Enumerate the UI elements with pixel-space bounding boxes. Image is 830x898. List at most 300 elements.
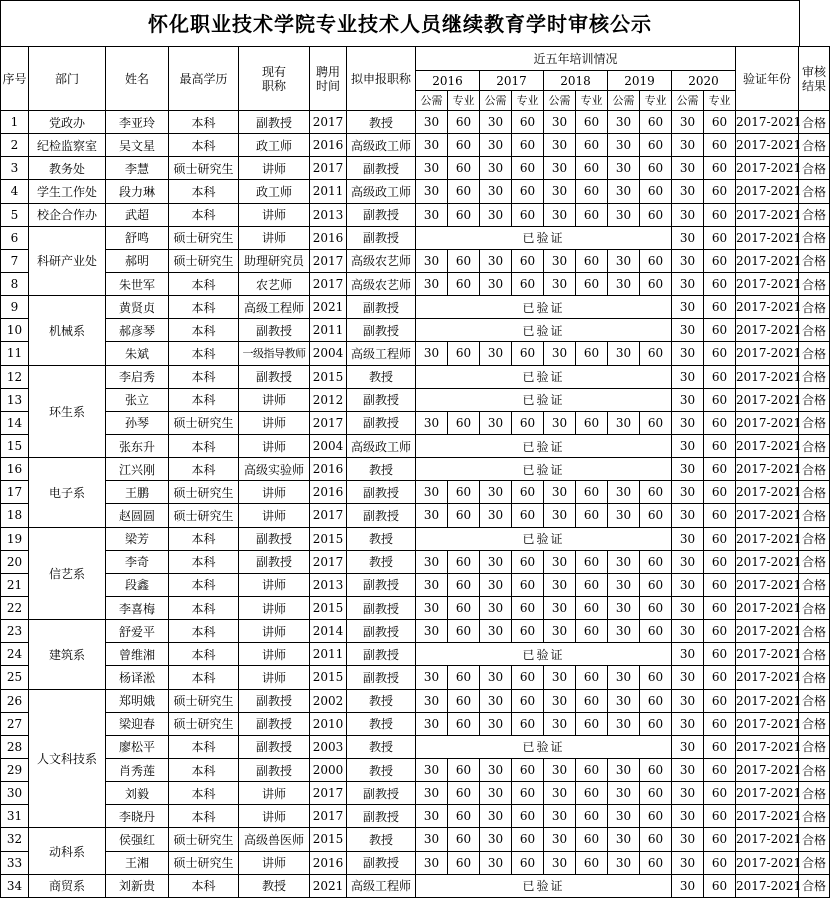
row-result: 合格 — [799, 550, 830, 573]
row-current-title: 一级指导教师 — [239, 342, 310, 365]
row-name: 杨译淞 — [106, 666, 169, 689]
row-2020-public: 30 — [672, 226, 704, 249]
row-verify-years: 2017-2021 — [736, 434, 799, 457]
row-hours-public: 30 — [544, 342, 576, 365]
row-seq: 18 — [1, 504, 29, 527]
row-current-title: 政工师 — [239, 180, 310, 203]
header-public: 公需 — [544, 91, 576, 111]
row-name: 段力琳 — [106, 180, 169, 203]
row-seq: 33 — [1, 851, 29, 874]
row-name: 李慧 — [106, 157, 169, 180]
row-seq: 30 — [1, 782, 29, 805]
row-hours-major: 60 — [704, 758, 736, 781]
row-hours-public: 30 — [480, 481, 512, 504]
row-hours-public: 30 — [416, 203, 448, 226]
row-hours-public: 30 — [544, 689, 576, 712]
table-row — [1, 620, 830, 643]
row-hire-time: 2015 — [310, 365, 347, 388]
row-2020-public: 30 — [672, 388, 704, 411]
row-hours-major: 60 — [640, 620, 672, 643]
table-row — [1, 319, 830, 342]
row-hours-public: 30 — [544, 134, 576, 157]
row-hours-major: 60 — [576, 203, 608, 226]
row-hours-public: 30 — [544, 111, 576, 134]
row-hours-major: 60 — [576, 805, 608, 828]
row-2020-public: 30 — [672, 527, 704, 550]
row-hours-major: 60 — [576, 666, 608, 689]
row-name: 舒鸣 — [106, 226, 169, 249]
row-hours-public: 30 — [544, 666, 576, 689]
row-hours-major: 60 — [704, 712, 736, 735]
row-hours-major: 60 — [448, 111, 480, 134]
row-hours-major: 60 — [640, 272, 672, 295]
row-hours-public: 30 — [480, 573, 512, 596]
row-hours-major: 60 — [704, 180, 736, 203]
row-hire-time: 2017 — [310, 504, 347, 527]
row-result: 合格 — [799, 596, 830, 619]
table-row — [1, 134, 830, 157]
row-hours-major: 60 — [704, 782, 736, 805]
row-hours-public: 30 — [608, 134, 640, 157]
table-row — [1, 434, 830, 457]
row-seq: 10 — [1, 319, 29, 342]
row-hours-public: 30 — [480, 504, 512, 527]
row-hours-public: 30 — [480, 805, 512, 828]
row-apply-title: 教授 — [347, 111, 416, 134]
row-hours-major: 60 — [448, 411, 480, 434]
row-hours-public: 30 — [480, 203, 512, 226]
table-row — [1, 296, 830, 319]
row-education: 本科 — [169, 296, 239, 319]
row-hours-major: 60 — [576, 134, 608, 157]
row-hours-major: 60 — [704, 851, 736, 874]
row-apply-title: 副教授 — [347, 782, 416, 805]
header-year: 2017 — [480, 71, 544, 91]
row-hours-major: 60 — [512, 782, 544, 805]
row-apply-title: 教授 — [347, 458, 416, 481]
row-verify-years: 2017-2021 — [736, 596, 799, 619]
row-verified: 已验证 — [416, 365, 672, 388]
row-result: 合格 — [799, 504, 830, 527]
row-hours-public: 30 — [544, 272, 576, 295]
row-education: 硕士研究生 — [169, 411, 239, 434]
row-seq: 12 — [1, 365, 29, 388]
row-hours-major: 60 — [640, 111, 672, 134]
row-hours-major: 60 — [576, 573, 608, 596]
row-verify-years: 2017-2021 — [736, 388, 799, 411]
row-education: 本科 — [169, 365, 239, 388]
row-result: 合格 — [799, 689, 830, 712]
row-hours-public: 30 — [608, 111, 640, 134]
row-name: 吴文星 — [106, 134, 169, 157]
row-2020-public: 30 — [672, 296, 704, 319]
row-hours-major: 60 — [448, 758, 480, 781]
row-seq: 15 — [1, 434, 29, 457]
row-2020-public: 30 — [672, 735, 704, 758]
row-apply-title: 副教授 — [347, 481, 416, 504]
row-hire-time: 2017 — [310, 157, 347, 180]
row-result: 合格 — [799, 388, 830, 411]
row-result: 合格 — [799, 296, 830, 319]
header-public: 公需 — [608, 91, 640, 111]
row-2020-major: 60 — [704, 527, 736, 550]
header-verify-years: 验证年份 — [736, 47, 799, 111]
row-name: 刘毅 — [106, 782, 169, 805]
row-verify-years: 2017-2021 — [736, 319, 799, 342]
row-apply-title: 教授 — [347, 758, 416, 781]
row-hours-major: 60 — [640, 481, 672, 504]
table-row — [1, 782, 830, 805]
row-hours-public: 30 — [672, 180, 704, 203]
row-hire-time: 2016 — [310, 226, 347, 249]
row-education: 硕士研究生 — [169, 226, 239, 249]
row-2020-public: 30 — [672, 319, 704, 342]
row-verify-years: 2017-2021 — [736, 481, 799, 504]
row-hours-public: 30 — [608, 504, 640, 527]
row-result: 合格 — [799, 458, 830, 481]
row-name: 李晓丹 — [106, 805, 169, 828]
row-hours-public: 30 — [672, 596, 704, 619]
row-hours-public: 30 — [416, 111, 448, 134]
row-hours-major: 60 — [512, 342, 544, 365]
row-hours-major: 60 — [576, 620, 608, 643]
row-2020-major: 60 — [704, 458, 736, 481]
row-education: 本科 — [169, 111, 239, 134]
row-result: 合格 — [799, 434, 830, 457]
row-hours-major: 60 — [704, 504, 736, 527]
row-apply-title: 教授 — [347, 365, 416, 388]
row-hours-major: 60 — [704, 481, 736, 504]
header-year: 2018 — [544, 71, 608, 91]
row-hours-public: 30 — [416, 620, 448, 643]
row-education: 本科 — [169, 735, 239, 758]
row-dept: 科研产业处 — [29, 226, 106, 295]
row-apply-title: 副教授 — [347, 666, 416, 689]
row-hours-public: 30 — [416, 157, 448, 180]
row-name: 李亚玲 — [106, 111, 169, 134]
row-result: 合格 — [799, 620, 830, 643]
row-name: 曾维湘 — [106, 643, 169, 666]
row-hours-major: 60 — [640, 342, 672, 365]
table-row — [1, 527, 830, 550]
row-hours-public: 30 — [672, 504, 704, 527]
row-seq: 25 — [1, 666, 29, 689]
table-row — [1, 689, 830, 712]
table-row — [1, 573, 830, 596]
row-seq: 31 — [1, 805, 29, 828]
row-current-title: 讲师 — [239, 851, 310, 874]
row-hours-public: 30 — [480, 342, 512, 365]
row-seq: 20 — [1, 550, 29, 573]
row-dept: 建筑系 — [29, 620, 106, 689]
row-result: 合格 — [799, 735, 830, 758]
row-result: 合格 — [799, 481, 830, 504]
table-row — [1, 481, 830, 504]
row-hours-public: 30 — [416, 758, 448, 781]
row-dept: 人文科技系 — [29, 689, 106, 828]
row-hours-major: 60 — [704, 203, 736, 226]
row-apply-title: 高级政工师 — [347, 180, 416, 203]
row-verified: 已验证 — [416, 319, 672, 342]
header-result: 审核 结果 — [799, 47, 830, 111]
row-hours-public: 30 — [544, 851, 576, 874]
row-hours-major: 60 — [640, 504, 672, 527]
row-hire-time: 2021 — [310, 296, 347, 319]
row-result: 合格 — [799, 226, 830, 249]
row-education: 硕士研究生 — [169, 157, 239, 180]
row-current-title: 讲师 — [239, 203, 310, 226]
row-education: 本科 — [169, 272, 239, 295]
row-apply-title: 高级政工师 — [347, 434, 416, 457]
row-apply-title: 教授 — [347, 712, 416, 735]
row-verified: 已验证 — [416, 735, 672, 758]
row-hours-major: 60 — [512, 180, 544, 203]
row-2020-public: 30 — [672, 434, 704, 457]
row-current-title: 讲师 — [239, 782, 310, 805]
row-verify-years: 2017-2021 — [736, 874, 799, 897]
table-header — [1, 47, 830, 111]
row-education: 硕士研究生 — [169, 712, 239, 735]
row-hours-major: 60 — [576, 481, 608, 504]
row-apply-title: 高级农艺师 — [347, 249, 416, 272]
table-row — [1, 157, 830, 180]
row-hours-major: 60 — [576, 782, 608, 805]
table-row — [1, 550, 830, 573]
row-name: 朱斌 — [106, 342, 169, 365]
row-hours-public: 30 — [672, 689, 704, 712]
row-seq: 2 — [1, 134, 29, 157]
row-2020-major: 60 — [704, 874, 736, 897]
row-current-title: 讲师 — [239, 388, 310, 411]
row-seq: 17 — [1, 481, 29, 504]
row-verified: 已验证 — [416, 527, 672, 550]
row-hours-public: 30 — [608, 203, 640, 226]
row-current-title: 讲师 — [239, 504, 310, 527]
row-name: 朱世军 — [106, 272, 169, 295]
row-education: 本科 — [169, 388, 239, 411]
row-dept: 环生系 — [29, 365, 106, 458]
row-current-title: 高级实验师 — [239, 458, 310, 481]
row-verify-years: 2017-2021 — [736, 758, 799, 781]
row-hire-time: 2004 — [310, 434, 347, 457]
row-dept: 商贸系 — [29, 874, 106, 897]
row-hours-public: 30 — [672, 342, 704, 365]
row-result: 合格 — [799, 272, 830, 295]
row-verified: 已验证 — [416, 643, 672, 666]
row-education: 本科 — [169, 596, 239, 619]
row-hours-public: 30 — [416, 550, 448, 573]
row-hours-public: 30 — [608, 550, 640, 573]
row-hours-major: 60 — [704, 342, 736, 365]
row-result: 合格 — [799, 365, 830, 388]
row-dept: 机械系 — [29, 296, 106, 365]
row-hours-public: 30 — [544, 411, 576, 434]
row-result: 合格 — [799, 203, 830, 226]
row-hours-major: 60 — [640, 828, 672, 851]
row-hours-major: 60 — [448, 550, 480, 573]
row-hours-major: 60 — [640, 689, 672, 712]
row-hours-public: 30 — [480, 272, 512, 295]
row-verified: 已验证 — [416, 296, 672, 319]
table-row — [1, 226, 830, 249]
row-name: 张立 — [106, 388, 169, 411]
row-name: 孙琴 — [106, 411, 169, 434]
row-verify-years: 2017-2021 — [736, 249, 799, 272]
row-verify-years: 2017-2021 — [736, 365, 799, 388]
row-result: 合格 — [799, 874, 830, 897]
row-name: 武超 — [106, 203, 169, 226]
row-hire-time: 2016 — [310, 134, 347, 157]
row-hours-major: 60 — [704, 596, 736, 619]
row-hire-time: 2013 — [310, 573, 347, 596]
row-hours-public: 30 — [672, 481, 704, 504]
row-name: 张东升 — [106, 434, 169, 457]
row-current-title: 讲师 — [239, 596, 310, 619]
row-hours-major: 60 — [576, 758, 608, 781]
row-hours-public: 30 — [672, 272, 704, 295]
row-hours-major: 60 — [576, 157, 608, 180]
row-hours-major: 60 — [640, 596, 672, 619]
row-verify-years: 2017-2021 — [736, 782, 799, 805]
row-hours-public: 30 — [416, 573, 448, 596]
row-hours-major: 60 — [512, 481, 544, 504]
row-apply-title: 教授 — [347, 689, 416, 712]
row-seq: 14 — [1, 411, 29, 434]
row-hours-major: 60 — [704, 272, 736, 295]
row-seq: 5 — [1, 203, 29, 226]
row-hours-public: 30 — [480, 666, 512, 689]
row-hire-time: 2015 — [310, 828, 347, 851]
row-current-title: 助理研究员 — [239, 249, 310, 272]
row-seq: 8 — [1, 272, 29, 295]
row-verified: 已验证 — [416, 874, 672, 897]
row-name: 黄贤贞 — [106, 296, 169, 319]
header-public: 公需 — [480, 91, 512, 111]
row-name: 王湘 — [106, 851, 169, 874]
row-result: 合格 — [799, 782, 830, 805]
row-apply-title: 教授 — [347, 828, 416, 851]
row-hours-major: 60 — [704, 620, 736, 643]
row-hours-public: 30 — [544, 620, 576, 643]
row-result: 合格 — [799, 319, 830, 342]
row-name: 梁芳 — [106, 527, 169, 550]
row-hours-major: 60 — [576, 180, 608, 203]
row-hours-major: 60 — [448, 712, 480, 735]
row-hours-major: 60 — [576, 550, 608, 573]
row-hours-public: 30 — [672, 134, 704, 157]
row-education: 硕士研究生 — [169, 249, 239, 272]
row-hire-time: 2016 — [310, 481, 347, 504]
header-year: 2019 — [608, 71, 672, 91]
row-result: 合格 — [799, 342, 830, 365]
table-row — [1, 388, 830, 411]
row-hours-public: 30 — [608, 689, 640, 712]
row-hire-time: 2017 — [310, 411, 347, 434]
row-result: 合格 — [799, 643, 830, 666]
row-hours-public: 30 — [416, 342, 448, 365]
row-education: 本科 — [169, 527, 239, 550]
row-hours-public: 30 — [544, 805, 576, 828]
row-hours-public: 30 — [672, 203, 704, 226]
row-hours-major: 60 — [576, 712, 608, 735]
header-training: 近五年培训情况 — [416, 47, 736, 71]
row-hours-public: 30 — [480, 550, 512, 573]
row-education: 硕士研究生 — [169, 851, 239, 874]
row-verify-years: 2017-2021 — [736, 411, 799, 434]
row-hours-public: 30 — [672, 550, 704, 573]
row-hire-time: 2015 — [310, 596, 347, 619]
row-hours-major: 60 — [512, 689, 544, 712]
row-education: 硕士研究生 — [169, 828, 239, 851]
row-hire-time: 2012 — [310, 388, 347, 411]
row-hours-major: 60 — [512, 596, 544, 619]
row-hours-major: 60 — [512, 203, 544, 226]
row-current-title: 副教授 — [239, 735, 310, 758]
row-hours-major: 60 — [448, 504, 480, 527]
row-hours-major: 60 — [448, 272, 480, 295]
header-edu: 最高学历 — [169, 47, 239, 111]
row-hours-public: 30 — [416, 805, 448, 828]
row-hours-major: 60 — [704, 573, 736, 596]
row-seq: 23 — [1, 620, 29, 643]
row-verify-years: 2017-2021 — [736, 851, 799, 874]
row-education: 本科 — [169, 134, 239, 157]
row-2020-major: 60 — [704, 226, 736, 249]
row-hours-major: 60 — [448, 249, 480, 272]
header-apply-title: 拟申报职称 — [347, 47, 416, 111]
row-hours-major: 60 — [512, 272, 544, 295]
table-row — [1, 111, 830, 134]
row-hire-time: 2010 — [310, 712, 347, 735]
row-current-title: 副教授 — [239, 527, 310, 550]
row-hours-major: 60 — [576, 851, 608, 874]
table-row — [1, 758, 830, 781]
row-hours-public: 30 — [672, 758, 704, 781]
row-verify-years: 2017-2021 — [736, 666, 799, 689]
row-hours-public: 30 — [608, 805, 640, 828]
row-2020-public: 30 — [672, 365, 704, 388]
row-2020-major: 60 — [704, 735, 736, 758]
row-hours-major: 60 — [512, 550, 544, 573]
row-hours-public: 30 — [416, 481, 448, 504]
row-apply-title: 副教授 — [347, 504, 416, 527]
row-verify-years: 2017-2021 — [736, 504, 799, 527]
row-hours-major: 60 — [576, 504, 608, 527]
row-hours-major: 60 — [512, 712, 544, 735]
row-current-title: 讲师 — [239, 573, 310, 596]
row-hours-major: 60 — [512, 573, 544, 596]
row-hours-public: 30 — [544, 481, 576, 504]
row-name: 郑明娥 — [106, 689, 169, 712]
row-seq: 28 — [1, 735, 29, 758]
header-hire-time: 聘用 时间 — [310, 47, 347, 111]
row-result: 合格 — [799, 411, 830, 434]
row-hours-major: 60 — [640, 203, 672, 226]
row-verify-years: 2017-2021 — [736, 134, 799, 157]
row-name: 段鑫 — [106, 573, 169, 596]
row-current-title: 教授 — [239, 874, 310, 897]
row-hours-public: 30 — [672, 828, 704, 851]
row-2020-public: 30 — [672, 874, 704, 897]
row-dept: 党政办 — [29, 111, 106, 134]
row-education: 本科 — [169, 782, 239, 805]
row-hours-public: 30 — [544, 157, 576, 180]
row-current-title: 副教授 — [239, 365, 310, 388]
row-hours-major: 60 — [448, 573, 480, 596]
row-seq: 6 — [1, 226, 29, 249]
row-hours-public: 30 — [544, 180, 576, 203]
row-2020-major: 60 — [704, 643, 736, 666]
